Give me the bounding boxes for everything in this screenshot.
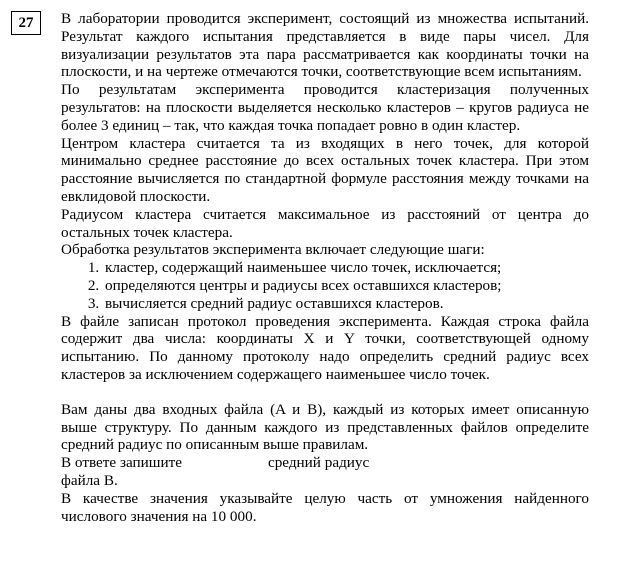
task-number-box: 27 — [11, 11, 41, 35]
answer-instruction — [61, 454, 589, 472]
steps-list — [61, 259, 589, 312]
paragraph-processing-steps: Обработка результатов эксперимента включает следующие шаги: — [61, 241, 485, 259]
answer-text-start: В ответе запишите — [61, 454, 182, 472]
paragraph-experiment: В лаборатории проводится эксперимент, состоящий из множества испытаний. Результат каждого испытания представляется в виде пары чисел. Для визуализации результатов эта пара рассматривается как координаты точки на плоскости, и на чертеже отмечаются точки, соответствующие всем испытаниям. — [61, 10, 589, 81]
paragraph-file-protocol: В файле записан протокол проведения эксперимента. Каждая строка файла содержит два числа: координаты X и Y точки, соответствующей одному испытанию. По данному протоколу надо определить средний радиус всех кластеров за исключением содержащего наименьшее число точек. — [61, 312, 589, 383]
paragraph-input-files: Вам даны два входных файла (A и B), каждый из которых имеет описанную выше структуру. По данным каждого из представленных файлов определите средний радиус по описанным выше правилам. — [61, 400, 589, 454]
paragraph-cluster-radius: Радиусом кластера считается максимальное из расстояний от центра до остальных точек кластера. — [61, 205, 589, 241]
step-item: 3. вычисляется средний радиус оставшихся кластеров. — [103, 295, 589, 313]
task-text — [61, 10, 589, 525]
answer-file-b: файла B. — [61, 471, 118, 489]
step-item: 2. определяются центры и радиусы всех оставшихся кластеров; — [103, 277, 589, 295]
paragraph-value-format: В качестве значения указывайте целую часть от умножения найденного числового значения на 10 000. — [61, 489, 589, 525]
step-item: 1. кластер, содержащий наименьшее число точек, исключается; — [103, 259, 589, 277]
answer-text-middle: средний радиус — [267, 454, 370, 472]
spacer — [61, 384, 589, 401]
paragraph-cluster-center: Центром кластера считается та из входящих в него точек, для которой минимально среднее расстояние до всех остальных точек кластера. При этом расстояние вычисляется по стандартной формуле расстояния между точками на евклидовой плоскости. — [61, 134, 589, 205]
paragraph-clustering: По результатам эксперимента проводится кластеризация полученных результатов: на плоскости выделяется несколько кластеров – кругов радиуса не более 3 единиц – так, что каждая точка попадает ровно в один кластер. — [61, 81, 589, 134]
